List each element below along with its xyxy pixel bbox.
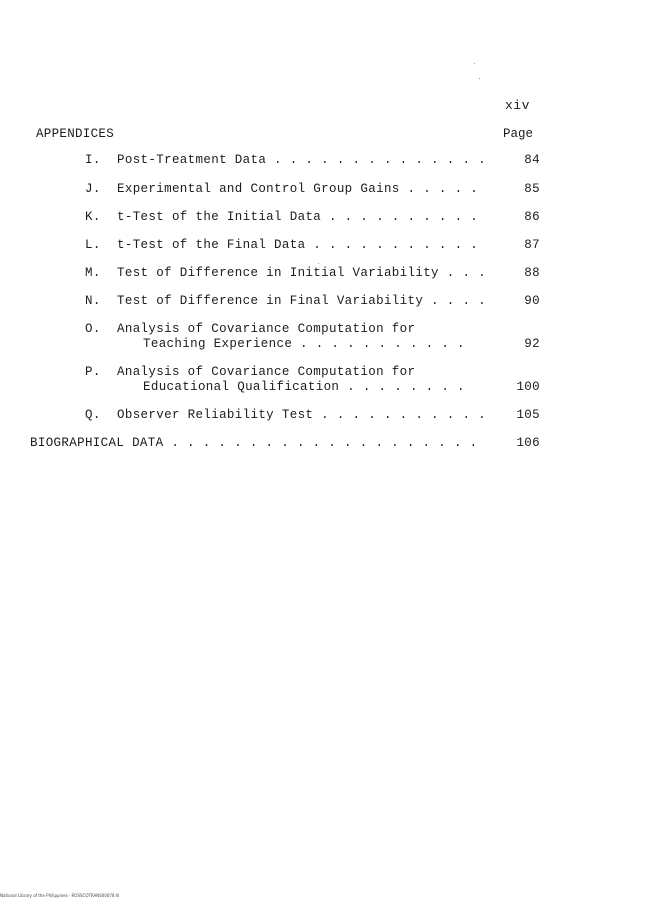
entry-title: Observer Reliability Test . . . . . . . . . . .: [117, 408, 487, 422]
entry-title: Analysis of Covariance Computation for: [117, 365, 416, 379]
entry-title-continuation: Educational Qualification . . . . . . . .: [143, 380, 465, 394]
scan-speck: [318, 263, 319, 264]
entry-page: 86: [524, 210, 540, 224]
entry-title: Analysis of Covariance Computation for: [117, 322, 416, 336]
page-number: xiv: [505, 98, 530, 113]
entry-letter: Q.: [85, 408, 101, 422]
entry-title: Post-Treatment Data . . . . . . . . . . . . . .: [117, 153, 487, 167]
biographical-title: BIOGRAPHICAL DATA . . . . . . . . . . . . . . . . . . . .: [30, 436, 478, 450]
scan-speck: [479, 78, 480, 79]
entry-letter: K.: [85, 210, 101, 224]
entry-letter: J.: [85, 182, 101, 196]
entry-title: t-Test of the Initial Data . . . . . . . . . .: [117, 210, 479, 224]
entry-page: 85: [524, 182, 540, 196]
entry-title-continuation: Teaching Experience . . . . . . . . . . .: [143, 337, 465, 351]
entry-page: 105: [516, 408, 540, 422]
biographical-page: 106: [516, 436, 540, 450]
entry-letter: P.: [85, 365, 101, 379]
entry-page: 100: [516, 380, 540, 394]
entry-title: Test of Difference in Final Variability . . . .: [117, 294, 487, 308]
entry-title: t-Test of the Final Data . . . . . . . . . . .: [117, 238, 479, 252]
scan-speck: [474, 63, 475, 64]
entry-page: 84: [524, 153, 540, 167]
footer-note: National Library of the Philippines · ROSSCOTRANS00078 IlI: [0, 893, 120, 898]
entry-letter: O.: [85, 322, 101, 336]
entry-page: 92: [524, 337, 540, 351]
section-heading: APPENDICES: [36, 127, 115, 141]
entry-page: 87: [524, 238, 540, 252]
entry-letter: M.: [85, 266, 101, 280]
entry-title: Test of Difference in Initial Variability . . .: [117, 266, 487, 280]
biographical-data-entry: [30, 436, 540, 450]
entry-letter: N.: [85, 294, 101, 308]
entry-letter: L.: [85, 238, 101, 252]
entry-page: 88: [524, 266, 540, 280]
entry-letter: I.: [85, 153, 101, 167]
page-column-label: Page: [503, 127, 534, 141]
entry-page: 90: [524, 294, 540, 308]
entry-title: Experimental and Control Group Gains . . . . .: [117, 182, 479, 196]
